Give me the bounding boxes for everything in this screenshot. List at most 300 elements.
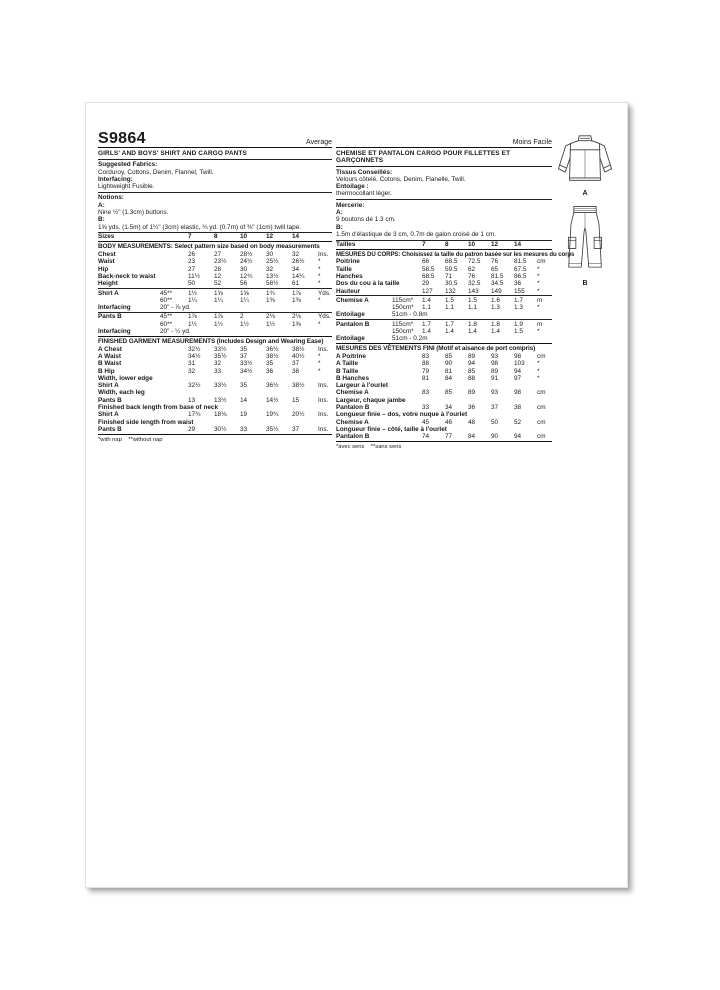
body-text: Velours côtelé, Cotons, Denim, Flanelle, Twill. xyxy=(336,175,466,183)
size-value-cell: 94 xyxy=(514,433,522,441)
size-value-cell: 33½ xyxy=(240,360,253,368)
size-value-cell: 13 xyxy=(188,396,196,404)
size-value-cell: 48 xyxy=(468,418,476,426)
size-value-cell: 1½ xyxy=(240,320,249,328)
size-value-cell: 2 xyxy=(240,313,244,321)
size-value-cell: 28 xyxy=(214,265,222,273)
size-value-cell: 1½ xyxy=(188,320,197,328)
row-label: A Poitrine xyxy=(336,352,366,360)
body-measurements-table-en xyxy=(98,251,332,287)
size-value-cell: 84 xyxy=(445,374,453,382)
size-value-cell: 1.8 xyxy=(491,320,500,328)
pants-yardage-table-fr xyxy=(336,321,552,343)
row-label: B Hanches xyxy=(336,374,370,382)
size-value-cell: 1.7 xyxy=(445,320,454,328)
size-value-cell: 26½ xyxy=(292,258,305,266)
size-value-cell: 13½ xyxy=(266,272,279,280)
unit-cell: Yds. xyxy=(318,289,331,297)
row-label: Interfacing xyxy=(98,328,131,336)
size-value-cell: 81.5 xyxy=(514,258,527,266)
pants-back-view-illustration xyxy=(557,203,613,279)
unit-cell: * xyxy=(318,360,321,368)
size-value-cell: 11½ xyxy=(188,272,200,280)
unit-cell: * xyxy=(318,367,321,375)
row-sublabel: 60** xyxy=(160,320,173,328)
table-row xyxy=(98,328,332,335)
pants-view-label: B xyxy=(582,280,588,287)
size-value-cell: 1⅝ xyxy=(214,289,223,297)
difficulty-label-en: Average xyxy=(306,138,332,146)
size-value-cell: 20½ xyxy=(292,411,305,419)
size-value-cell: 58½ xyxy=(266,280,279,288)
row-label: Chemise A xyxy=(336,389,369,397)
size-value-cell: 32 xyxy=(266,265,274,273)
table-row xyxy=(336,266,552,273)
size-value-cell: 31 xyxy=(188,360,196,368)
body-measurements-header-en: BODY MEASUREMENTS: Select pattern size based on body measurements xyxy=(98,243,320,251)
row-label: Entoilage xyxy=(336,311,365,319)
body-text: 9 boutons de 1.3 cm. xyxy=(336,216,396,224)
size-value-cell: 14 xyxy=(292,233,300,241)
row-label: Hip xyxy=(98,265,109,273)
row-sublabel: 150cm* xyxy=(392,328,414,336)
size-value-cell: 14½ xyxy=(266,396,279,404)
size-value-cell: 1.1 xyxy=(445,304,454,312)
table-row xyxy=(336,433,552,440)
table-row xyxy=(336,353,552,360)
table-row xyxy=(336,304,552,311)
size-value-cell: 89 xyxy=(468,389,476,397)
pattern-title-en: GIRLS' AND BOYS' SHIRT AND CARGO PANTS xyxy=(98,148,332,160)
size-value-cell: 33 xyxy=(214,367,222,375)
size-value-cell: 1⅝ xyxy=(292,320,301,328)
size-value-cell: 7 xyxy=(188,233,192,241)
size-value-cell: 50 xyxy=(188,280,196,288)
row-sublabel: 150cm* xyxy=(392,304,414,312)
size-value-cell: 1¼ xyxy=(240,296,249,304)
size-value-cell: 1¼ xyxy=(188,296,197,304)
size-value-cell: 1⅞ xyxy=(292,289,301,297)
sizes-row-en xyxy=(98,233,332,240)
row-label: Interfacing xyxy=(98,304,131,312)
size-value-cell: 1.3 xyxy=(514,304,523,312)
size-value-cell: 1⅞ xyxy=(214,313,223,321)
size-value-cell: 40½ xyxy=(292,352,305,360)
finished-measurements-table-en xyxy=(98,346,332,434)
size-value-cell: 85 xyxy=(468,367,476,375)
size-value-cell: 56 xyxy=(240,280,248,288)
unit-cell: * xyxy=(537,280,540,288)
row-label: Hanches xyxy=(336,272,363,280)
size-value-cell: 81 xyxy=(445,367,453,375)
size-value-cell: 132 xyxy=(445,287,456,295)
unit-cell: m xyxy=(537,296,543,304)
table-row xyxy=(98,290,332,297)
size-value-cell: 32.5 xyxy=(468,280,481,288)
subsection-label: Finished back length from base of neck xyxy=(98,404,219,411)
size-value-cell: 1.4 xyxy=(422,296,431,304)
size-value-cell: 35 xyxy=(240,345,248,353)
unit-cell: * xyxy=(318,265,321,273)
unit-cell: * xyxy=(318,280,321,288)
size-value-cell: 74 xyxy=(422,433,430,441)
unit-cell: Ins. xyxy=(318,382,329,390)
size-value-cell: 32½ xyxy=(188,345,201,353)
row-label: Chemise A xyxy=(336,418,369,426)
row-label: Pantalon B xyxy=(336,404,370,411)
row-label: Back-neck to waist xyxy=(98,272,156,280)
unit-cell: * xyxy=(537,374,540,382)
subsection-label-row xyxy=(336,382,552,389)
row-label: Waist xyxy=(98,258,115,266)
unit-cell: cm xyxy=(537,404,546,411)
size-value-cell: 97 xyxy=(514,374,522,382)
table-row xyxy=(98,258,332,265)
size-value-cell: 36 xyxy=(468,404,476,411)
size-value-cell: 25½ xyxy=(266,258,279,266)
table-row xyxy=(98,297,332,304)
french-column xyxy=(336,129,575,451)
subsection-label: Longueur finie – dos, votre nuque à l'ourlet xyxy=(336,411,468,419)
size-value-cell: 50 xyxy=(491,418,499,426)
size-value-cell: 1½ xyxy=(266,320,275,328)
lead-in-text: B: xyxy=(336,223,343,231)
row-label: Shirt A xyxy=(98,289,119,297)
row-label: Entoilage xyxy=(336,335,365,343)
size-value-cell: 94 xyxy=(468,360,476,368)
table-row xyxy=(336,360,552,367)
lead-in-text: Tissus Conseillés: xyxy=(336,168,392,176)
size-value-cell: 81 xyxy=(422,374,430,382)
size-value-cell: 103 xyxy=(514,360,525,368)
size-value-cell: 33½ xyxy=(214,382,227,390)
size-value-cell: 2⅛ xyxy=(292,313,301,321)
size-value-cell: 93 xyxy=(491,352,499,360)
body-measurements-table-fr xyxy=(336,258,552,294)
unit-cell: Ins. xyxy=(318,396,329,404)
size-value-cell: 35½ xyxy=(214,352,227,360)
row-sublabel: 45** xyxy=(160,313,173,321)
row-sublabel: 115cm* xyxy=(392,320,414,328)
size-value-cell: 29 xyxy=(188,425,196,433)
row-label: Poitrine xyxy=(336,258,360,266)
size-value-cell: 45 xyxy=(422,418,430,426)
sizes-row-fr xyxy=(336,241,552,248)
row-sublabel: 115cm* xyxy=(392,296,414,304)
row-label: Shirt A xyxy=(98,411,119,419)
row-label: Pants B xyxy=(98,396,122,404)
size-value-cell: 33 xyxy=(240,425,248,433)
size-value-cell: 30 xyxy=(266,251,274,259)
garment-drawings xyxy=(554,131,616,293)
body-text: 1.5m d'élastique de 3 cm, 0.7m de galon croisé de 1 cm. xyxy=(336,230,497,238)
table-row xyxy=(336,241,552,248)
size-value-cell: 1⅜ xyxy=(266,296,275,304)
size-value-cell: 89 xyxy=(468,352,476,360)
subsection-label: Finished side length from waist xyxy=(98,418,194,426)
size-value-cell: 94 xyxy=(514,367,522,375)
size-value-cell: 37 xyxy=(240,352,248,360)
body-text: 1⅝ yds. (1.5m) of 1¼" (3cm) elastic, ¾ yd. (0.7m) of ⅜" (1cm) twill tape. xyxy=(98,223,302,231)
size-value-cell: 37 xyxy=(292,360,300,368)
unit-cell: * xyxy=(318,272,321,280)
unit-cell: * xyxy=(537,265,540,273)
size-value-cell: 93 xyxy=(491,389,499,397)
size-value-cell: 12 xyxy=(491,240,499,248)
subsection-label: Longueur finie – côté, taille à l'ourlet xyxy=(336,425,447,433)
size-value-cell: 8 xyxy=(214,233,218,241)
size-value-cell: 88 xyxy=(422,360,430,368)
row-label: Tailles xyxy=(336,240,356,248)
size-value-cell: 83 xyxy=(422,352,430,360)
body-text: Corduroy, Cottons, Denim, Flannel, Twill. xyxy=(98,168,214,176)
unit-cell: * xyxy=(537,328,540,336)
size-value-cell: 34.5 xyxy=(491,280,504,288)
table-row xyxy=(336,258,552,265)
size-value-cell: 34½ xyxy=(240,367,253,375)
table-row xyxy=(336,280,552,287)
table-row xyxy=(336,288,552,295)
subsection-label-row xyxy=(336,411,552,418)
pants-yardage-table-en xyxy=(98,313,332,335)
size-value-cell: 1½ xyxy=(188,289,197,297)
size-value-cell: 90 xyxy=(445,360,453,368)
size-value-cell: 1¼ xyxy=(214,296,223,304)
subsection-label: Largeur, chaque jambe xyxy=(336,396,406,404)
subsection-label-row xyxy=(336,426,552,433)
size-value-cell: 29 xyxy=(422,280,430,288)
size-value-cell: 98 xyxy=(491,360,499,368)
table-row xyxy=(336,321,552,328)
row-label: B Waist xyxy=(98,360,122,368)
size-value-cell: 12 xyxy=(266,233,274,241)
unit-cell: Ins. xyxy=(318,411,329,419)
size-value-cell: 127 xyxy=(422,287,433,295)
table-row xyxy=(98,233,332,240)
unit-cell: cm xyxy=(537,418,546,426)
english-column xyxy=(98,129,332,444)
size-value-cell: 34½ xyxy=(188,352,201,360)
row-value-text: 20" - ¼ yd. xyxy=(160,328,191,336)
size-value-cell: 12¾ xyxy=(240,272,253,280)
size-value-cell: 37 xyxy=(292,425,300,433)
size-value-cell: 1⅝ xyxy=(240,289,249,297)
size-value-cell: 86.5 xyxy=(514,272,527,280)
row-label: Taille xyxy=(336,265,352,273)
row-label: A Chest xyxy=(98,345,122,353)
size-value-cell: 33 xyxy=(422,404,430,411)
lead-in-text: Notions: xyxy=(98,194,124,202)
nap-footnote-fr: *avec sens **sans sens xyxy=(336,443,402,450)
table-row xyxy=(336,297,552,304)
size-value-cell: 1.5 xyxy=(445,296,454,304)
size-value-cell: 35 xyxy=(240,382,248,390)
table-row xyxy=(336,404,552,411)
row-label: Hauteur xyxy=(336,287,361,295)
lead-in-text: A: xyxy=(336,209,343,217)
subsection-label-row xyxy=(98,419,332,426)
size-value-cell: 23 xyxy=(188,258,196,266)
size-value-cell: 1.1 xyxy=(422,304,431,312)
row-value-text: 51cm - 0.8m xyxy=(392,311,428,319)
row-label: Pants B xyxy=(98,425,122,433)
size-value-cell: 1⅜ xyxy=(292,296,301,304)
table-row xyxy=(336,311,552,318)
unit-cell: * xyxy=(537,272,540,280)
size-value-cell: 65 xyxy=(491,265,499,273)
unit-cell: * xyxy=(318,352,321,360)
size-value-cell: 155 xyxy=(514,287,525,295)
size-value-cell: 10 xyxy=(468,240,476,248)
size-value-cell: 36½ xyxy=(266,345,279,353)
table-row xyxy=(336,419,552,426)
row-label: Height xyxy=(98,280,118,288)
size-value-cell: 1.4 xyxy=(468,328,477,336)
body-text: thermocollant léger. xyxy=(336,190,392,198)
size-value-cell: 89 xyxy=(491,367,499,375)
size-value-cell: 76 xyxy=(491,258,499,266)
table-row xyxy=(98,397,332,404)
size-value-cell: 66 xyxy=(422,258,430,266)
size-value-cell: 30.5 xyxy=(445,280,458,288)
table-row xyxy=(336,335,552,342)
size-value-cell: 88 xyxy=(468,374,476,382)
size-value-cell: 36 xyxy=(266,367,274,375)
size-value-cell: 19¾ xyxy=(266,411,279,419)
table-row xyxy=(98,346,332,353)
unit-cell: Ins. xyxy=(318,251,329,259)
subsection-label: Width, lower edge xyxy=(98,374,153,382)
size-value-cell: 1½ xyxy=(214,320,223,328)
shirt-view-label: A xyxy=(582,190,588,197)
table-row xyxy=(98,360,332,367)
nap-footnote-en: *with nap **without nap xyxy=(98,436,163,443)
subsection-label-row xyxy=(98,389,332,396)
size-value-cell: 36½ xyxy=(266,382,279,390)
size-value-cell: 1.5 xyxy=(468,296,477,304)
size-value-cell: 7 xyxy=(422,240,426,248)
size-value-cell: 62 xyxy=(468,265,476,273)
notions-paragraph-fr xyxy=(336,200,552,240)
size-value-cell: 14 xyxy=(240,396,248,404)
finished-measurements-header-en: FINISHED GARMENT MEASUREMENTS (Includes Design and Wearing Ease) xyxy=(98,337,324,345)
row-label: B Taille xyxy=(336,367,359,375)
unit-cell: * xyxy=(318,320,321,328)
size-value-cell: 1.4 xyxy=(491,328,500,336)
size-value-cell: 81.5 xyxy=(491,272,504,280)
row-label: Dos du cou à la taille xyxy=(336,280,400,288)
size-value-cell: 1.5 xyxy=(514,328,523,336)
size-value-cell: 36 xyxy=(514,280,522,288)
subsection-label-row xyxy=(336,397,552,404)
unit-cell: * xyxy=(537,304,540,312)
size-value-cell: 68.5 xyxy=(445,258,458,266)
size-value-cell: 10 xyxy=(240,233,248,241)
body-text: Lightweight Fusible. xyxy=(98,183,155,191)
size-value-cell: 84 xyxy=(468,433,476,441)
unit-cell: * xyxy=(318,258,321,266)
size-value-cell: 90 xyxy=(491,433,499,441)
size-value-cell: 1¾ xyxy=(266,289,275,297)
size-value-cell: 58.5 xyxy=(422,265,435,273)
size-value-cell: 15 xyxy=(292,396,300,404)
size-value-cell: 1.4 xyxy=(422,328,431,336)
size-value-cell: 14¼ xyxy=(292,272,305,280)
table-row xyxy=(336,368,552,375)
size-value-cell: 149 xyxy=(491,287,502,295)
size-value-cell: 32½ xyxy=(188,382,201,390)
difficulty-label-fr: Moins Facile xyxy=(512,138,552,146)
size-value-cell: 30 xyxy=(240,265,248,273)
fabrics-paragraph-fr xyxy=(336,167,552,200)
unit-cell: cm xyxy=(537,352,546,360)
size-value-cell: 143 xyxy=(468,287,479,295)
unit-cell: Yds. xyxy=(318,313,331,321)
row-value-text: 51cm - 0.2m xyxy=(392,335,428,343)
lead-in-text: Entoilage : xyxy=(336,183,369,191)
size-value-cell: 18⅛ xyxy=(214,411,227,419)
size-value-cell: 61 xyxy=(292,280,300,288)
pattern-envelope-back-page xyxy=(85,102,628,888)
row-label: Chemise A xyxy=(336,296,369,304)
finished-measurements-table-fr xyxy=(336,353,552,441)
size-value-cell: 59.5 xyxy=(445,265,458,273)
unit-cell: * xyxy=(537,360,540,368)
size-value-cell: 71 xyxy=(445,272,453,280)
size-value-cell: 13½ xyxy=(214,396,227,404)
size-value-cell: 91 xyxy=(491,374,499,382)
size-value-cell: 38 xyxy=(514,404,522,411)
size-value-cell: 30½ xyxy=(214,425,227,433)
table-row xyxy=(98,273,332,280)
table-row xyxy=(336,328,552,335)
size-value-cell: 23½ xyxy=(214,258,227,266)
unit-cell: cm xyxy=(537,258,546,266)
table-row xyxy=(98,368,332,375)
unit-cell: cm xyxy=(537,433,546,441)
size-value-cell: 37 xyxy=(491,404,499,411)
table-row xyxy=(336,375,552,382)
size-value-cell: 32 xyxy=(214,360,222,368)
row-label: Pants B xyxy=(98,313,122,321)
size-value-cell: 28½ xyxy=(240,251,253,259)
size-value-cell: 67.5 xyxy=(514,265,527,273)
notions-paragraph-en xyxy=(98,193,332,233)
subsection-label: Largeur à l'ourlet xyxy=(336,382,388,390)
lead-in-text: Mercerie: xyxy=(336,201,365,209)
size-value-cell: 27 xyxy=(188,265,196,273)
table-row xyxy=(98,353,332,360)
row-label: Pantalon B xyxy=(336,320,370,328)
size-value-cell: 14 xyxy=(514,240,522,248)
pattern-title-fr: CHEMISE ET PANTALON CARGO POUR FILLETTES ET GARÇONNETS xyxy=(336,148,552,167)
size-value-cell: 2⅛ xyxy=(266,313,275,321)
size-value-cell: 38½ xyxy=(292,382,305,390)
english-header xyxy=(98,129,332,148)
size-value-cell: 1.4 xyxy=(445,328,454,336)
row-label: Chest xyxy=(98,251,116,259)
unit-cell: cm xyxy=(537,389,546,397)
size-value-cell: 38 xyxy=(292,367,300,375)
row-label: Pantalon B xyxy=(336,433,370,441)
size-value-cell: 1.9 xyxy=(514,320,523,328)
size-value-cell: 52 xyxy=(514,418,522,426)
size-value-cell: 85 xyxy=(445,352,453,360)
size-value-cell: 19 xyxy=(240,411,248,419)
table-row xyxy=(98,304,332,311)
size-value-cell: 33½ xyxy=(214,345,227,353)
size-value-cell: 46 xyxy=(445,418,453,426)
